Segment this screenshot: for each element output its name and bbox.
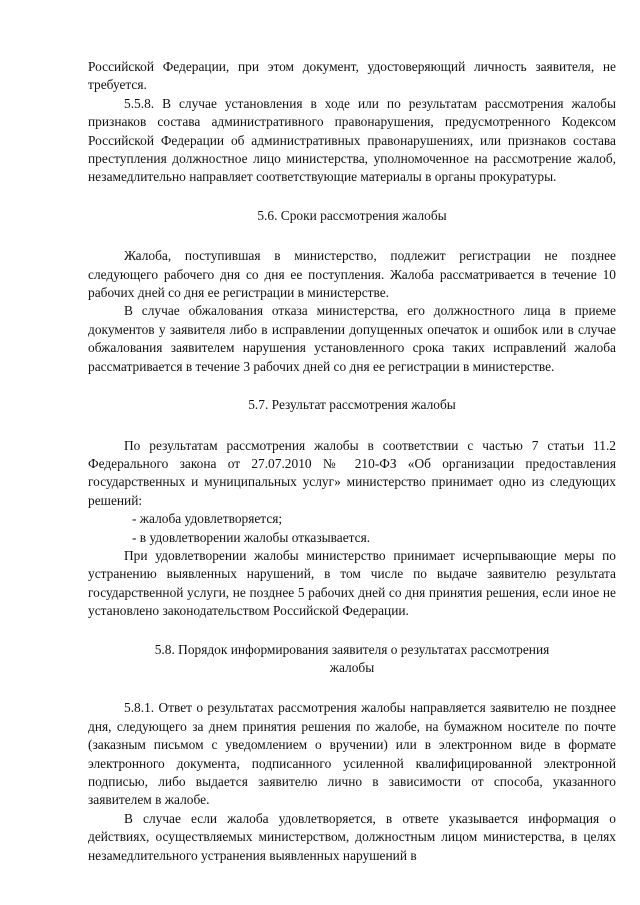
list-item-complaint-satisfied: - жалоба удовлетворяется; xyxy=(132,511,283,527)
section-heading-5-8-line2: жалобы xyxy=(329,659,375,675)
list-item-complaint-rejected: - в удовлетворении жалобы отказывается. xyxy=(132,529,371,545)
section-heading-5-7: 5.7. Результат рассмотрения жалобы xyxy=(248,397,456,413)
paragraph-satisfaction-measures: При удовлетворении жалобы министерство принимает исчерпывающие меры по устранению выявленных нарушений, в том числе по выдаче заявителю результата государственной услуги, не позднее 5 рабочих дней со дня принятия решения, если иное не установлено законодательством Российской Федерации. xyxy=(88,547,616,619)
paragraph-5-8-1: 5.8.1. Ответ о результатах рассмотрения жалобы направляется заявителю не позднее дня, следующего за днем принятия решения по жалобе, на бумажном носителе по почте (заказным письмом с уведомлением о вручении) или в электронном виде в формате электронного документа, подписанного усиленной квалифицированной электронной подписью, либо выдается заявителю лично в зависимости от способа, указанного заявителем в жалобе. xyxy=(88,700,616,808)
paragraph-continuation: Российской Федерации, при этом документ, удостоверяющий личность заявителя, не требуется. xyxy=(88,59,616,93)
section-heading-5-8-line1: 5.8. Порядок информирования заявителя о результатах рассмотрения xyxy=(154,641,550,657)
paragraph-refusal-appeal-term: В случае обжалования отказа министерства, его должностного лица в приеме документов у заявителя либо в исправлении допущенных опечаток и ошибок или в случае обжалования заявителем нарушения установленного срока таких исправлений жалоба рассматривается в течение 3 рабочих дней со дня ее регистрации в министерстве. xyxy=(88,303,616,374)
paragraph-5-5-8: 5.5.8. В случае установления в ходе или по результатам рассмотрения жалобы признаков состава административного правонарушения, предусмотренного Кодексом Российской Федерации об административных правонарушениях, или признаков состава преступления должностное лицо министерства, уполномоченное на рассмотрение жалоб, незамедлительно направляет соответствующие материалы в органы прокуратуры. xyxy=(88,95,616,185)
paragraph-registration-term: Жалоба, поступившая в министерство, подлежит регистрации не позднее следующего рабочего дня со дня ее поступления. Жалоба рассматривается в течение 10 рабочих дней со дня ее регистрации в министерстве. xyxy=(88,248,616,301)
section-heading-5-6: 5.6. Сроки рассмотрения жалобы xyxy=(257,207,447,223)
paragraph-decision-options: По результатам рассмотрения жалобы в соответствии с частью 7 статьи 11.2 Федерального закона от 27.07.2010 № 210-ФЗ «Об организации предоставления государственных и муниципальных услуг» министерство принимает одно из следующих решений: xyxy=(88,437,616,508)
paragraph-satisfied-answer-info: В случае если жалоба удовлетворяется, в ответе указывается информация о действиях, осуществляемых министерством, должностным лицом министерства, в целях незамедлительного устранения выявленных нарушений в xyxy=(88,810,616,863)
